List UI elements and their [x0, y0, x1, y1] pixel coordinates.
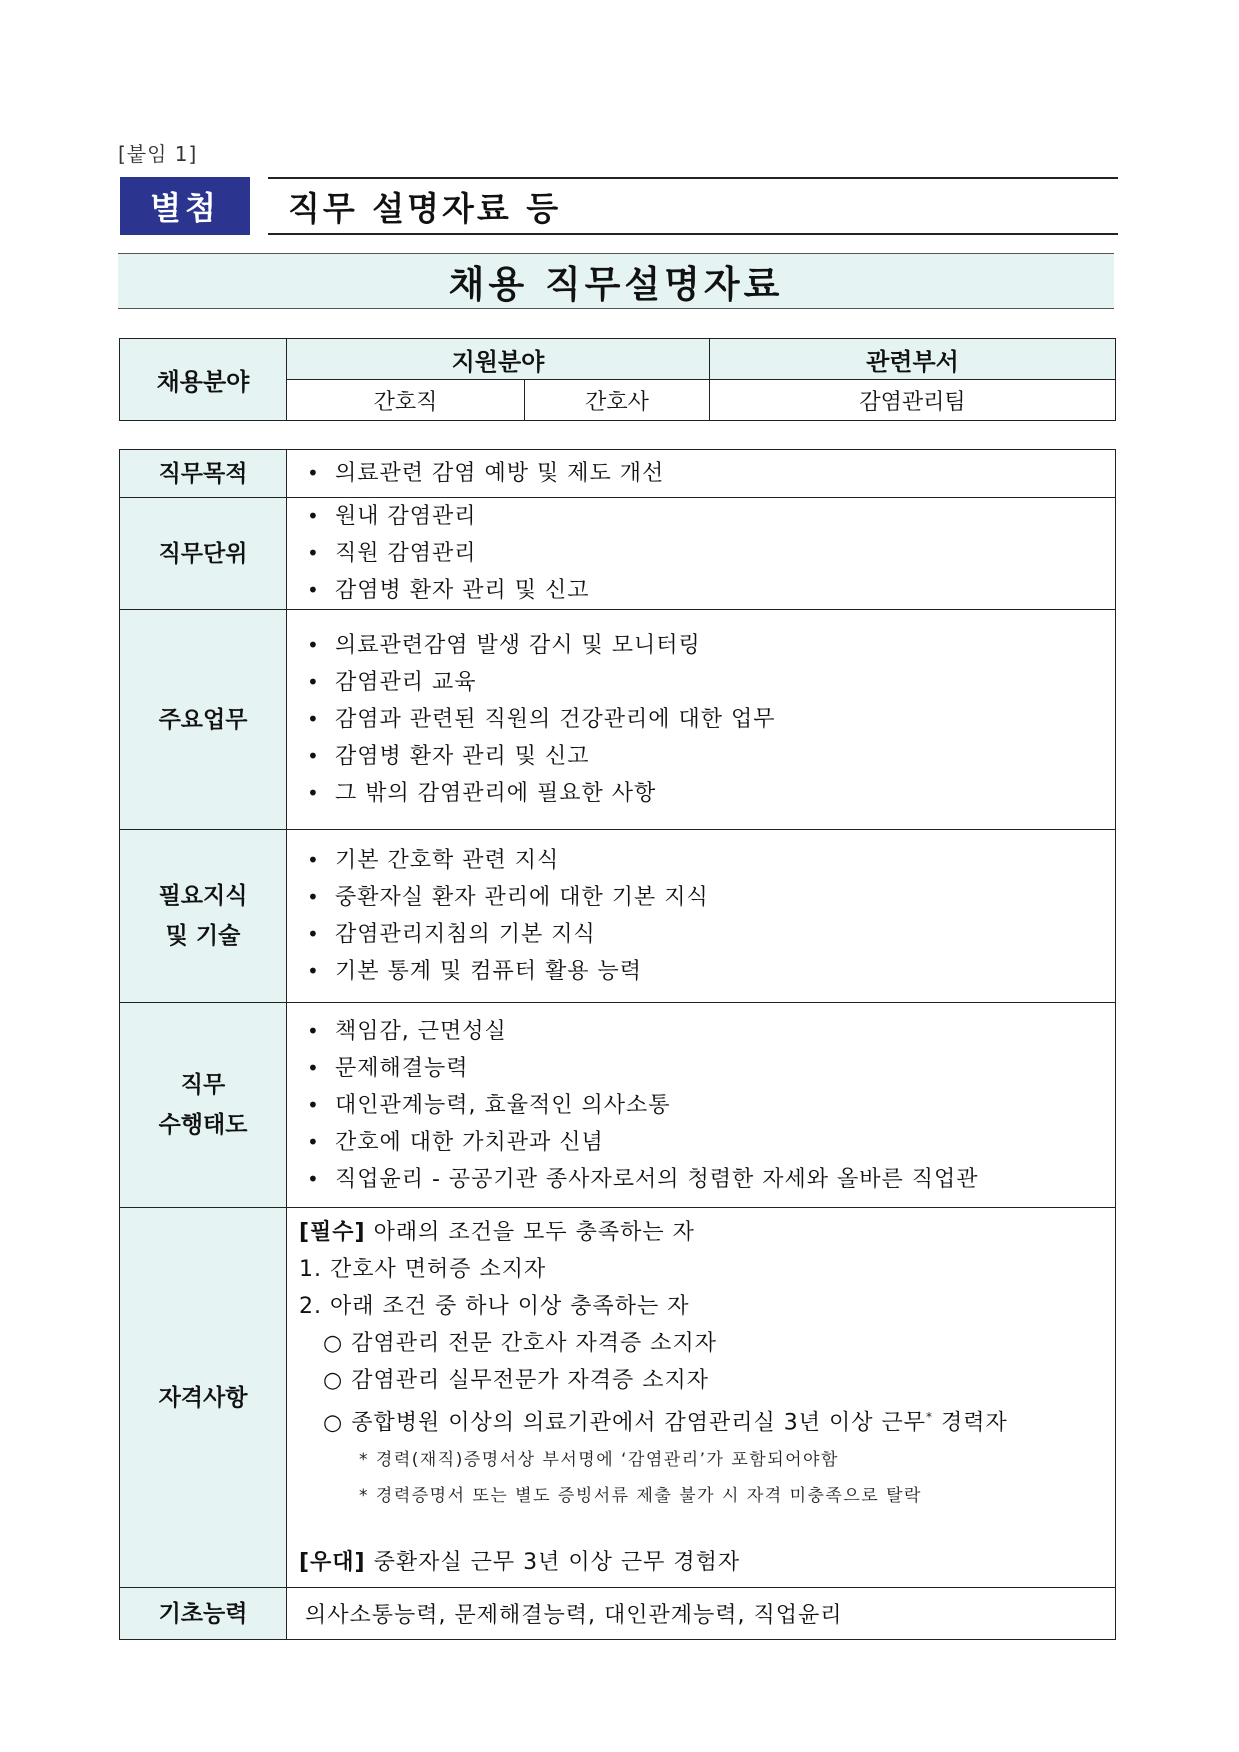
list-item: • 감염관리 교육: [301, 664, 1105, 701]
knowledge-label-line2: 및 기술: [165, 923, 241, 949]
qualification-option-1: ○ 감염관리 전문 간호사 자격증 소지자: [323, 1331, 717, 1357]
list-item: • 그 밖의 감염관리에 필요한 사항: [301, 775, 1105, 812]
row-qualification: [120, 1208, 1116, 1588]
list-item: • 중환자실 환자 관리에 대한 기본 지식: [301, 879, 1105, 916]
list-item: • 기본 통계 및 컴퓨터 활용 능력: [301, 953, 1105, 990]
row-duties: [120, 610, 1116, 830]
list-item: • 대인관계능력, 효율적인 의사소통: [301, 1087, 1105, 1124]
attitude-label-line2: 수행태도: [158, 1112, 248, 1138]
list-item: • 간호에 대한 가치관과 신념: [301, 1124, 1105, 1161]
appendix-badge: 별첨: [120, 177, 250, 235]
list-item: • 책임감, 근면성실: [301, 1013, 1105, 1050]
recruit-table: [119, 338, 1116, 421]
qualification-option-3: [299, 1399, 1105, 1441]
qualification-option-3-text: ○ 종합병원 이상의 의료기관에서 감염관리실 3년 이상 근무: [323, 1410, 926, 1436]
qualification-line-1: 1. 간호사 면허증 소지자: [299, 1257, 547, 1283]
qualification-option-3-tail: 경력자: [932, 1410, 1008, 1436]
attitude-label-line1: 직무: [180, 1072, 226, 1098]
department: 감염관리팀: [710, 380, 1116, 421]
attachment-label: [붙임 1]: [118, 142, 198, 166]
qualification-line-2: 2. 아래 조건 중 하나 이상 충족하는 자: [299, 1294, 690, 1320]
job-category: 간호직: [287, 380, 525, 421]
list-item: • 의료관련감염 발생 감시 및 모니터링: [301, 627, 1105, 664]
list-item: • 감염과 관련된 직원의 건강관리에 대한 업무: [301, 701, 1105, 738]
list-item: • 문제해결능력: [301, 1050, 1105, 1087]
basic-ability-label: 기초능력: [120, 1588, 287, 1640]
knowledge-label-line1: 필요지식: [158, 883, 248, 909]
row-attitude: [120, 1003, 1116, 1208]
row-knowledge: [120, 830, 1116, 1003]
list-item: • 감염병 환자 관리 및 신고: [301, 572, 1105, 609]
basic-ability-text: 의사소통능력, 문제해결능력, 대인관계능력, 직업윤리: [287, 1588, 1116, 1640]
units-label: 직무단위: [120, 498, 287, 610]
qualification-option-2: ○ 감염관리 실무전문가 자격증 소지자: [323, 1368, 709, 1394]
row-basic: [120, 1588, 1116, 1640]
preferred-text: 중환자실 근무 3년 이상 근무 경험자: [365, 1549, 741, 1575]
purpose-label: 직무목적: [120, 450, 287, 498]
section-title: 직무 설명자료 등: [288, 188, 562, 228]
duties-label: 주요업무: [120, 610, 287, 830]
recruit-label: 채용분야: [120, 339, 287, 421]
list-item: • 직업윤리 - 공공기관 종사자로서의 청렴한 자세와 올바른 직업관: [301, 1161, 1105, 1198]
list-item: • 감염관리지침의 기본 지식: [301, 916, 1105, 953]
list-item: • 기본 간호학 관련 지식: [301, 842, 1105, 879]
section-title-box: [268, 177, 1118, 235]
document-title: 채용 직무설명자료: [448, 263, 784, 306]
qualification-note-2: * 경력증명서 또는 별도 증빙서류 제출 불가 시 자격 미충족으로 탈락: [359, 1485, 922, 1506]
list-item: • 의료관련 감염 예방 및 제도 개선: [301, 455, 1105, 492]
required-text: 아래의 조건을 모두 충족하는 자: [365, 1220, 695, 1246]
preferred-tag: [우대]: [299, 1549, 366, 1575]
qualification-label: 자격사항: [120, 1208, 287, 1588]
document-title-banner: [118, 253, 1114, 309]
support-field-header: 지원분야: [287, 339, 710, 380]
section-header: [120, 177, 1118, 237]
dept-header: 관련부서: [710, 339, 1116, 380]
required-tag: [필수]: [299, 1220, 366, 1246]
qualification-note-1: * 경력(재직)증명서상 부서명에 ‘감염관리’가 포함되어야함: [359, 1449, 839, 1470]
list-item: • 원내 감염관리: [301, 498, 1105, 535]
row-purpose: [120, 450, 1116, 498]
knowledge-label: [120, 830, 287, 1003]
footnote-mark: *: [925, 1410, 933, 1425]
list-item: • 감염병 환자 관리 및 신고: [301, 738, 1105, 775]
job-description-table: [119, 449, 1116, 1640]
list-item: • 직원 감염관리: [301, 535, 1105, 572]
attitude-label: [120, 1003, 287, 1208]
job-title: 간호사: [525, 380, 710, 421]
row-units: [120, 498, 1116, 610]
